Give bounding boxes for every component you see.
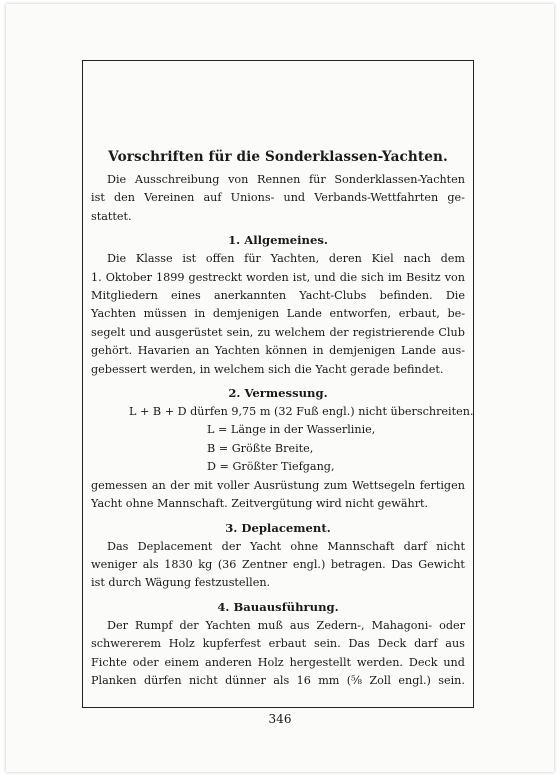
text-line: Fichte oder einem anderen Holz hergestellt werden. Deck und [91, 655, 465, 669]
formula-line: L + B + D dürfen 9,75 m (32 Fuß engl.) nicht überschreiten. [129, 405, 474, 419]
text-line: segelt und ausgerüstet sein, zu welchem der registrierende Club [91, 325, 465, 339]
text-line: Planken dürfen nicht dünner als 16 mm (⅝ Zoll engl.) sein. [91, 673, 465, 687]
section-allgemeines [91, 233, 465, 379]
text-line: weniger als 1830 kg (36 Zentner engl.) betragen. Das Gewicht [91, 557, 465, 571]
definition-line: B = Größte Breite, [207, 441, 314, 455]
text-line: gemessen an der mit voller Ausrüstung zum Wettsegeln fertigen [91, 478, 465, 492]
section-heading: 1. Allgemeines. [228, 233, 328, 248]
section-heading: 3. Deplacement. [225, 520, 331, 535]
page-number: 346 [268, 712, 292, 726]
text-line: Der Rumpf der Yachten muß aus Zedern-, Mahagoni- oder [107, 618, 465, 632]
text-line: ist den Vereinen auf Unions- und Verbands-Wettfahrten ge- [91, 191, 465, 205]
text-line: ist durch Wägung festzustellen. [91, 576, 271, 590]
definition-line: L = Länge in der Wasserlinie, [207, 423, 376, 437]
text-line: Yacht ohne Mannschaft. Zeitvergütung wird nicht gewährt. [91, 497, 429, 511]
text-line: gebessert werden, in welchem sich die Yacht gerade befindet. [91, 362, 444, 376]
definition-line: D = Größter Tiefgang, [207, 460, 335, 474]
section-bauausfuehrung [91, 600, 465, 691]
text-line: Mitgliedern eines anerkannten Yacht-Clubs befinden. Die [91, 289, 465, 303]
text-line: 1. Oktober 1899 gestreckt worden ist, und die sich im Besitz von [91, 270, 465, 284]
section-vermessung [91, 386, 474, 513]
text-line: gehört. Havarien an Yachten können in demjenigen Lande aus- [91, 344, 465, 358]
text-line: Die Ausschreibung von Rennen für Sonderklassen-Yachten [107, 173, 465, 186]
section-heading: 2. Vermessung. [228, 386, 328, 401]
section-deplacement [91, 521, 465, 593]
text-frame [82, 60, 474, 708]
text-line: Die Klasse ist offen für Yachten, deren Kiel nach dem [107, 252, 465, 266]
text-line: Yachten müssen in demjenigen Lande entworfen, erbaut, be- [91, 307, 465, 321]
page-title: Vorschriften für die Sonderklassen-Yachten. [108, 149, 448, 165]
text-line: schwererem Holz kupferfest erbaut sein. Das Deck darf aus [91, 637, 465, 651]
section-heading: 4. Bauausführung. [217, 599, 339, 614]
text-line: stattet. [91, 209, 132, 223]
intro-paragraph [91, 171, 465, 226]
text-line: Das Deplacement der Yacht ohne Mannschaft darf nicht [107, 539, 465, 553]
